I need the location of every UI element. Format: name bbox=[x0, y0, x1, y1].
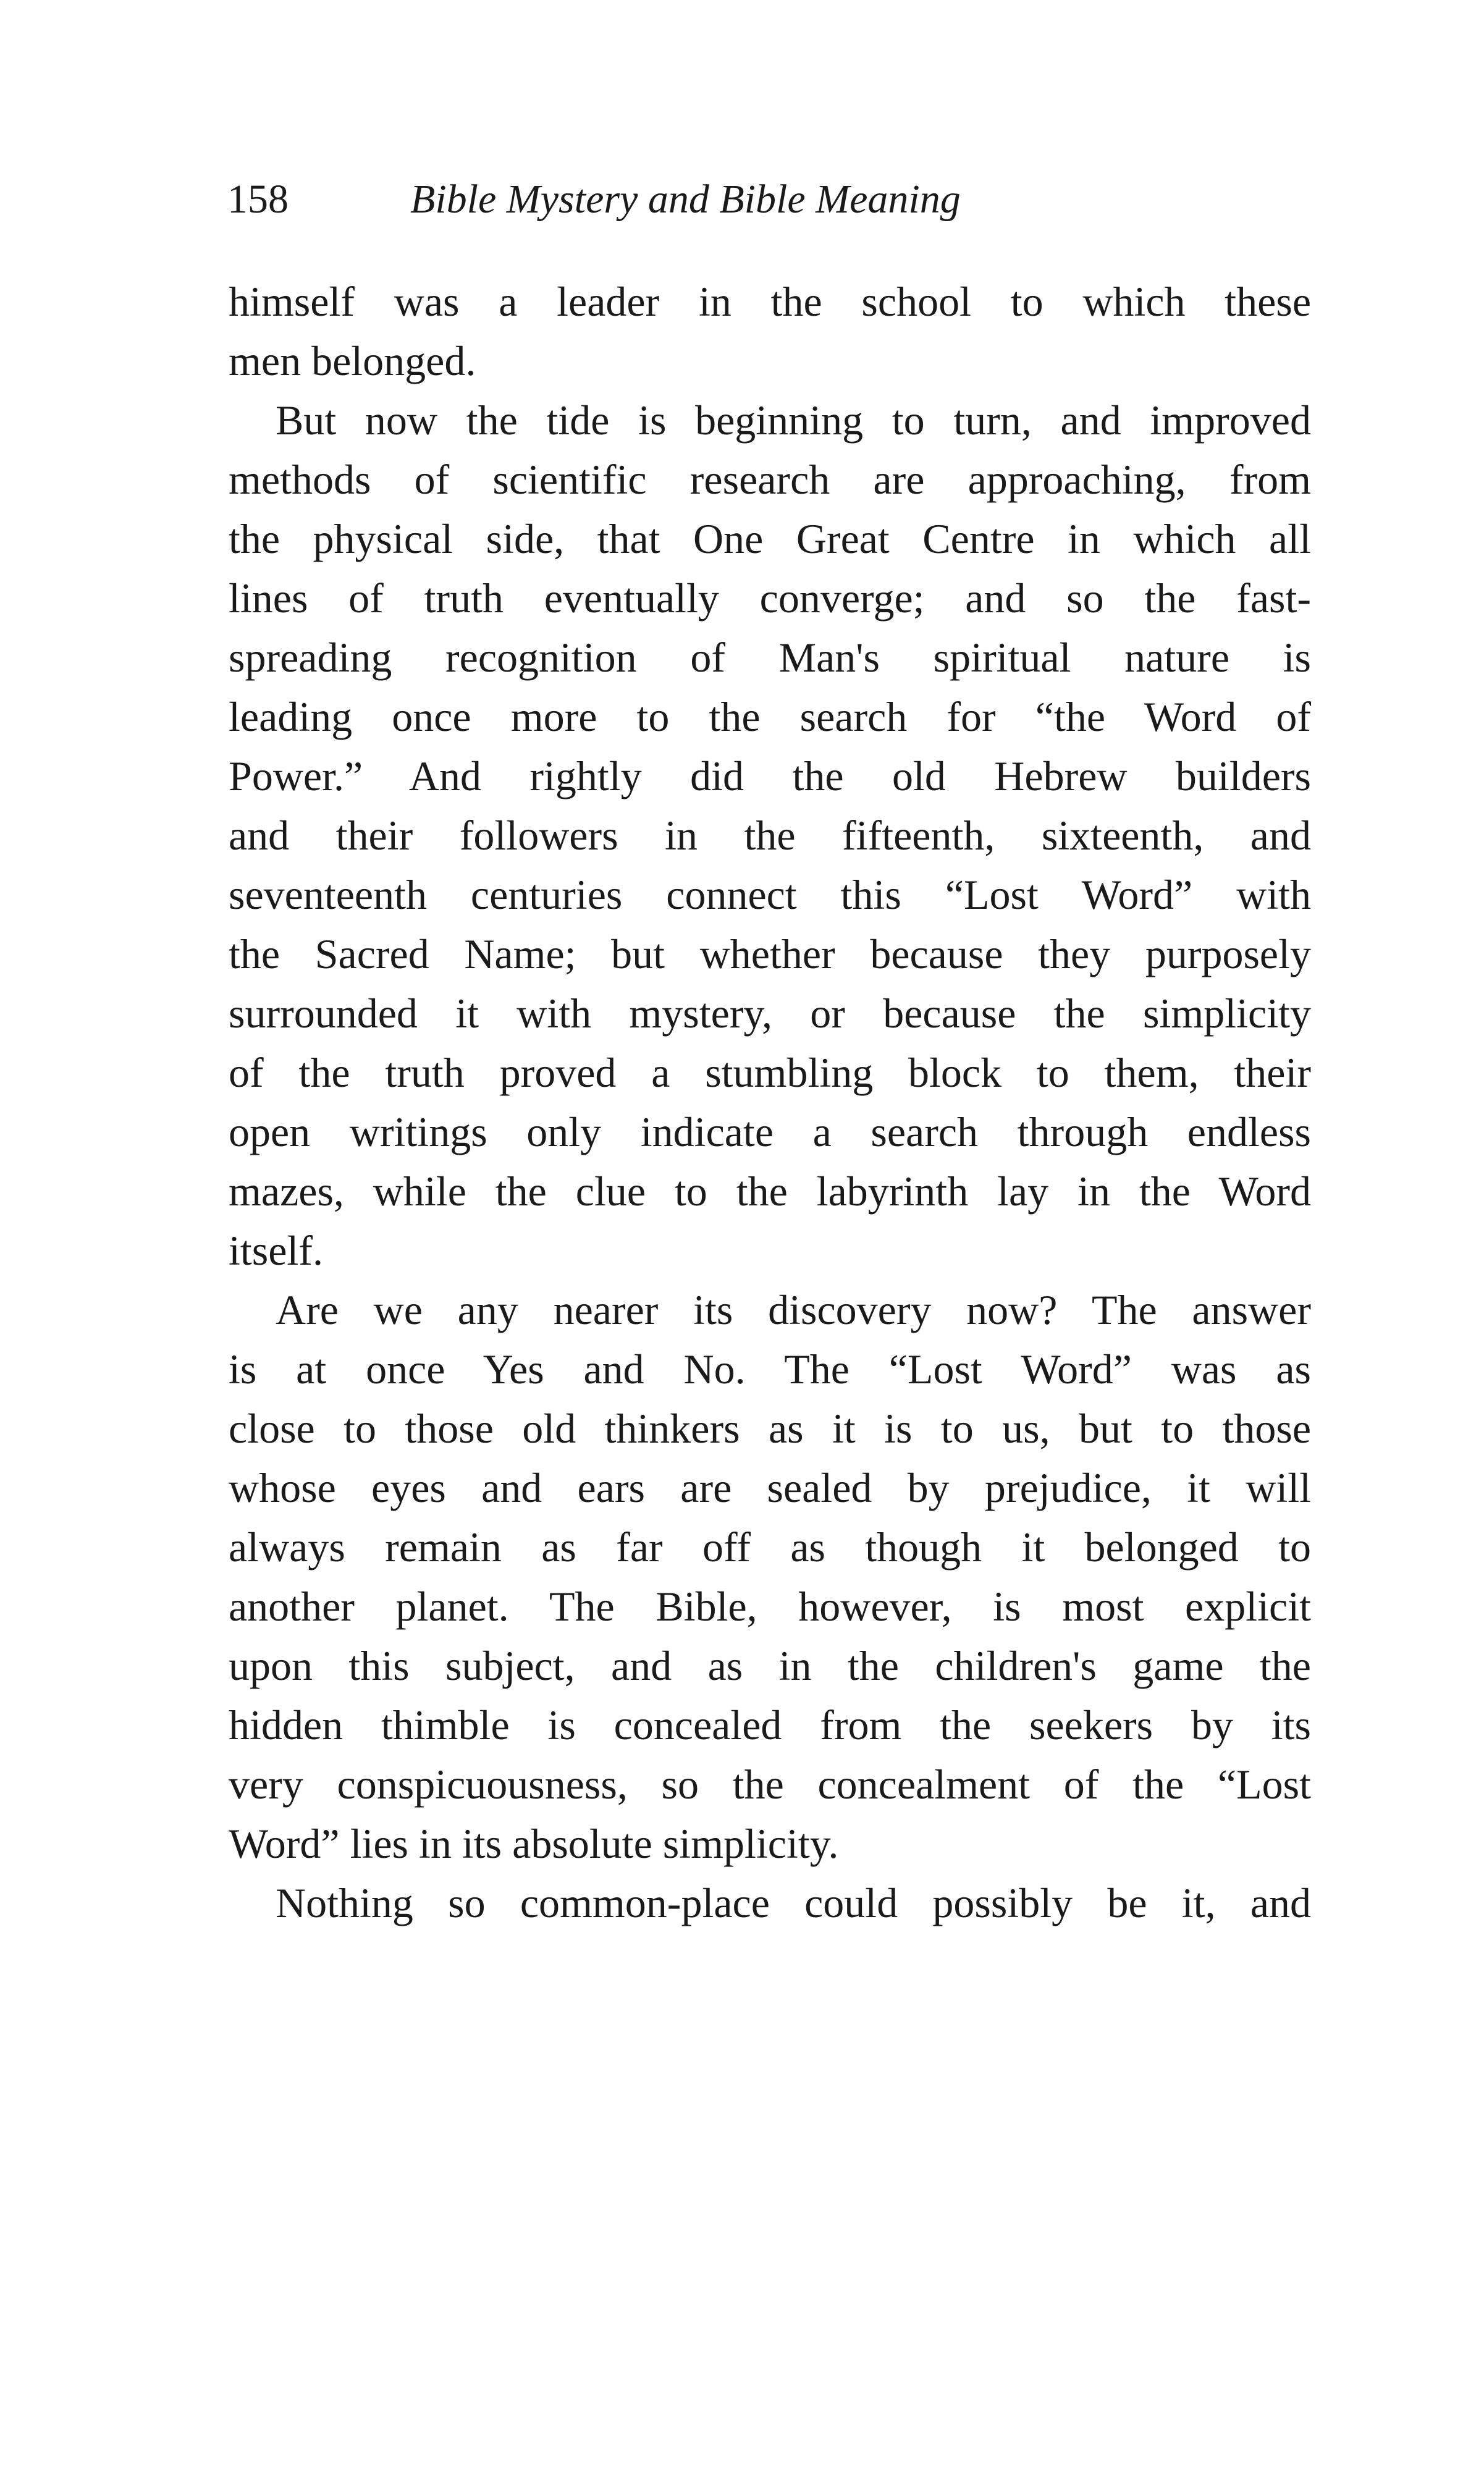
paragraph bbox=[229, 1873, 1311, 1933]
text-line: hidden thimble is concealed from the seekers by its bbox=[229, 1701, 1311, 1748]
text-line: close to those old thinkers as it is to us, but to those bbox=[229, 1405, 1311, 1452]
paragraph bbox=[229, 1280, 1311, 1873]
text-line: another planet. The Bible, however, is most explicit bbox=[229, 1583, 1311, 1630]
text-line: always remain as far off as though it belonged to bbox=[229, 1524, 1311, 1571]
text-line: men belonged. bbox=[229, 337, 476, 384]
text-line: seventeenth centuries connect this “Lost Word” with bbox=[229, 871, 1311, 918]
running-header bbox=[227, 176, 1315, 232]
paragraph bbox=[229, 390, 1311, 1280]
text-line: Nothing so common-place could possibly be it, and bbox=[276, 1879, 1311, 1926]
running-title: Bible Mystery and Bible Meaning bbox=[410, 177, 961, 222]
text-line: spreading recognition of Man's spiritual nature is bbox=[229, 634, 1311, 681]
text-line: very conspicuousness, so the concealment of the “Lost bbox=[229, 1761, 1311, 1808]
text-line: is at once Yes and No. The “Lost Word” was as bbox=[229, 1346, 1311, 1393]
text-line: Word” lies in its absolute simplicity. bbox=[229, 1820, 839, 1867]
text-line: himself was a leader in the school to which these bbox=[229, 278, 1311, 325]
paragraph bbox=[229, 272, 1311, 390]
text-line: whose eyes and ears are sealed by prejudice, it will bbox=[229, 1464, 1311, 1511]
page-number: 158 bbox=[227, 177, 289, 222]
text-line: and their followers in the fifteenth, sixteenth, and bbox=[229, 812, 1311, 859]
text-line: the physical side, that One Great Centre in which all bbox=[229, 515, 1311, 562]
text-line: Power.” And rightly did the old Hebrew builders bbox=[229, 753, 1311, 799]
text-line: mazes, while the clue to the labyrinth lay in the Word bbox=[229, 1168, 1311, 1215]
text-line: surrounded it with mystery, or because the simplicity bbox=[229, 990, 1311, 1037]
text-line: the Sacred Name; but whether because they purposely bbox=[229, 930, 1311, 977]
text-line: methods of scientific research are approaching, from bbox=[229, 456, 1311, 503]
text-line: leading once more to the search for “the Word of bbox=[229, 693, 1311, 740]
text-line: open writings only indicate a search through endless bbox=[229, 1108, 1311, 1155]
text-line: Are we any nearer its discovery now? The answer bbox=[276, 1286, 1311, 1333]
text-line: itself. bbox=[229, 1227, 323, 1274]
text-line: But now the tide is beginning to turn, and improved bbox=[276, 397, 1311, 444]
text-line: upon this subject, and as in the children's game the bbox=[229, 1642, 1311, 1689]
page-body-text bbox=[229, 272, 1311, 1933]
text-line: of the truth proved a stumbling block to them, their bbox=[229, 1049, 1311, 1096]
text-line: lines of truth eventually converge; and so the fast- bbox=[229, 575, 1311, 622]
